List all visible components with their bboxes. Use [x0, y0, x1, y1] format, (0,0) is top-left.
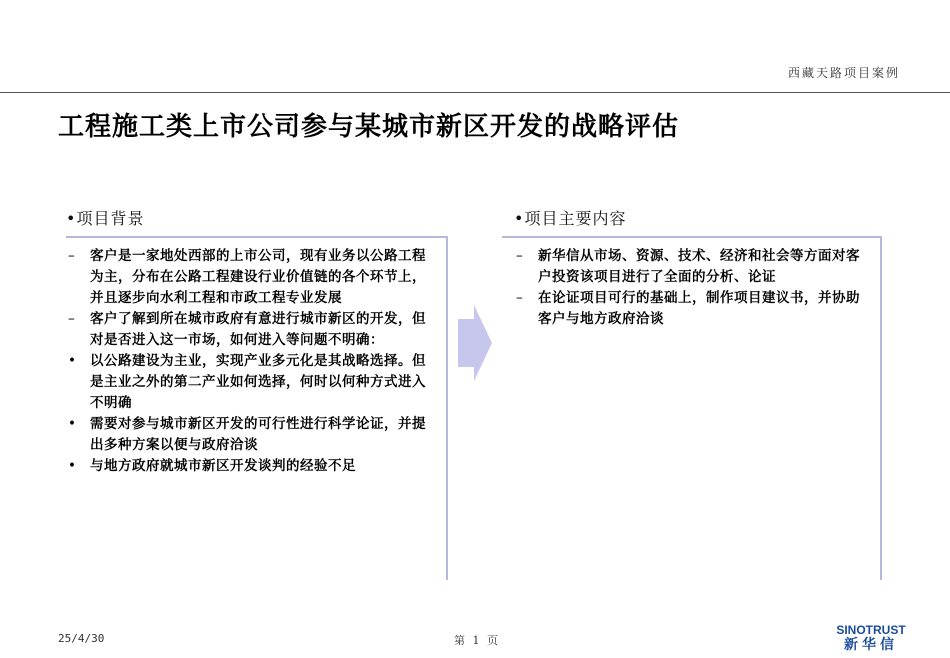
- list-item: [68, 246, 436, 309]
- content-heading: •项目主要内容: [514, 209, 627, 228]
- background-list: [68, 246, 436, 477]
- list-item: [68, 309, 436, 351]
- page-number: 第 1 页: [454, 634, 500, 647]
- list-item: [68, 414, 436, 456]
- company-logo: [835, 624, 907, 653]
- dot-bullet: •: [68, 458, 77, 474]
- content-list: [516, 246, 866, 330]
- logo-chinese: 新华信: [844, 637, 898, 653]
- list-item-text: 客户是一家地处西部的上市公司，现有业务以公路工程为主，分布在公路工程建设行业价值链的各个环节上，并且逐步向水利工程和市政工程专业发展: [90, 248, 426, 306]
- background-heading: •项目背景: [66, 209, 145, 228]
- list-item: [68, 456, 436, 477]
- footer-date: 25/4/30: [58, 632, 105, 645]
- logo-english: SINOTRUST: [836, 623, 906, 637]
- right-arrow-icon: [458, 305, 492, 381]
- dot-bullet: •: [68, 353, 77, 369]
- list-item-text: 在论证项目可行的基础上，制作项目建议书，并协助客户与地方政府洽谈: [538, 290, 860, 327]
- list-item-text: 需要对参与城市新区开发的可行性进行科学论证，并提出多种方案以便与政府洽谈: [90, 416, 426, 453]
- list-item: [68, 351, 436, 414]
- list-item: [516, 288, 866, 330]
- dash-bullet: –: [516, 248, 524, 264]
- list-item-text: 新华信从市场、资源、技术、经济和社会等方面对客户投资该项目进行了全面的分析、论证: [538, 248, 860, 285]
- list-item: [516, 246, 866, 288]
- dash-bullet: –: [68, 248, 76, 264]
- background-panel: [66, 236, 448, 580]
- list-item-text: 客户了解到所在城市政府有意进行城市新区的开发，但对是否进入这一市场，如何进入等问题不明确：: [90, 311, 426, 348]
- header-divider: [0, 92, 950, 93]
- content-panel: [502, 236, 882, 580]
- list-item-text: 与地方政府就城市新区开发谈判的经验不足: [90, 458, 356, 474]
- page-title: 工程施工类上市公司参与某城市新区开发的战略评估: [58, 112, 680, 142]
- case-label: 西藏天路项目案例: [787, 66, 900, 80]
- dash-bullet: –: [516, 290, 524, 306]
- dash-bullet: –: [68, 311, 76, 327]
- dot-bullet: •: [68, 416, 77, 432]
- list-item-text: 以公路建设为主业，实现产业多元化是其战略选择。但是主业之外的第二产业如何选择，何时以何种方式进入不明确: [90, 353, 426, 411]
